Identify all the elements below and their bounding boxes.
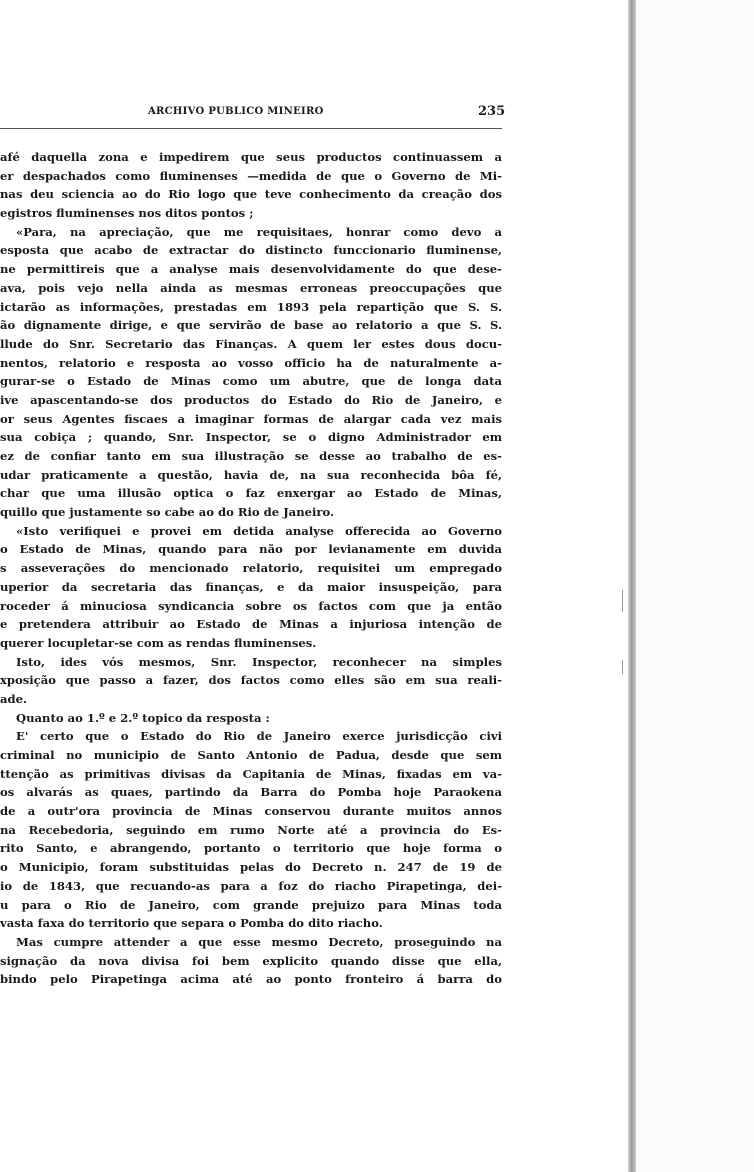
text-line: sua cobiça ; quando, Snr. Inspector, se o digno Administrador em xyxy=(0,430,502,445)
text-line: er despachados como fluminenses —medida de que o Governo de Mi- xyxy=(0,168,502,183)
text-line: xposição que passo a fazer, dos factos como elles são em sua reali- xyxy=(0,673,502,688)
text-line: bindo pelo Pirapetinga acima até ao ponto fronteiro á barra do xyxy=(0,972,502,987)
adjacent-page-margin xyxy=(636,0,754,1172)
text-line: na Recebedoria, seguindo em rumo Norte até a provincia do Es- xyxy=(0,822,502,837)
text-line: gurar-se o Estado de Minas como um abutre, que de longa data xyxy=(0,374,502,389)
text-line: «Isto verifiquei e provei em detida analyse offerecida ao Governo xyxy=(16,523,502,538)
text-line: or seus Agentes fiscaes a imaginar formas de alargar cada vez mais xyxy=(0,411,502,426)
text-line: ictarão as informações, prestadas em 1893 pela repartição que S. S. xyxy=(0,299,502,314)
text-line: egistros fluminenses nos ditos pontos ; xyxy=(0,206,254,221)
text-line: esposta que acabo de extractar do distincto funccionario fluminense, xyxy=(0,243,502,258)
text-line: de a outr'ora provincia de Minas conservou durante muitos annos xyxy=(0,804,502,819)
text-line: ão dignamente dirige, e que servirão de base ao relatorio a que S. S. xyxy=(0,318,502,333)
text-line: nas deu sciencia ao do Rio logo que teve conhecimento da creação dos xyxy=(0,187,502,202)
text-line: querer locupletar-se com as rendas fluminenses. xyxy=(0,635,317,650)
text-line: nentos, relatorio e resposta ao vosso officio ha de naturalmente a- xyxy=(0,355,502,370)
text-line: ez de confiar tanto em sua illustração se desse ao trabalho de es- xyxy=(0,449,502,463)
text-line: os alvarás as quaes, partindo da Barra do Pomba hoje Paraokena xyxy=(0,785,502,800)
text-line: rito Santo, e abrangendo, portanto o territorio que hoje forma o xyxy=(0,841,502,856)
text-line: vasta faxa do territorio que separa o Pomba do dito riacho. xyxy=(0,916,383,931)
text-line: ne permittireis que a analyse mais desenvolvidamente do que dese- xyxy=(0,262,502,277)
text-line: s asseverações do mencionado relatorio, requisitei um empregado xyxy=(0,561,502,576)
running-title: ARCHIVO PUBLICO MINEIRO xyxy=(148,106,324,117)
text-line: llude do Snr. Secretario das Finanças. A quem ler estes dous docu- xyxy=(0,336,502,351)
text-line: afé daquella zona e impedirem que seus productos continuassem a xyxy=(0,150,502,164)
text-line: criminal no municipio de Santo Antonio de Padua, desde que sem xyxy=(0,748,502,762)
text-line: E' certo que o Estado do Rio de Janeiro exerce jurisdicção civi xyxy=(16,729,502,744)
text-line: Quanto ao 1.º e 2.º topico da resposta : xyxy=(16,710,270,725)
text-line: char que uma illusão optica o faz enxergar ao Estado de Minas, xyxy=(0,486,502,501)
text-line: o Estado de Minas, quando para não por levianamente em duvida xyxy=(0,542,502,557)
header-rule xyxy=(0,128,502,129)
text-line: Isto, ides vós mesmos, Snr. Inspector, reconhecer na simples xyxy=(16,654,502,669)
text-line: io de 1843, que recuando-as para a foz do riacho Pirapetinga, dei- xyxy=(0,878,502,893)
page-header xyxy=(0,104,510,124)
text-line: ade. xyxy=(0,691,28,706)
text-line: Mas cumpre attender a que esse mesmo Decreto, proseguindo na xyxy=(16,934,502,949)
text-line: «Para, na apreciação, que me requisitaes, honrar como devo a xyxy=(16,224,502,239)
text-line: ive apascentando-se dos productos do Estado do Rio de Janeiro, e xyxy=(0,392,502,407)
text-line: roceder á minuciosa syndicancia sobre os factos com que ja então xyxy=(0,598,502,613)
text-line: quillo que justamente so cabe ao do Rio de Janeiro. xyxy=(0,505,335,520)
page-number: 235 xyxy=(478,104,506,119)
margin-mark xyxy=(622,660,623,674)
text-line: ava, pois vejo nella ainda as mesmas erroneas preoccupações que xyxy=(0,280,502,295)
text-line: ttenção as primitivas divisas da Capitania de Minas, fixadas em va- xyxy=(0,766,502,781)
text-line: o Municipio, foram substituidas pelas do Decreto n. 247 de 19 de xyxy=(0,860,502,875)
text-line: signação da nova divisa foi bem explicito quando disse que ella, xyxy=(0,953,502,968)
text-line: udar praticamente a questão, havia de, na sua reconhecida bôa fé, xyxy=(0,467,502,482)
margin-marks xyxy=(622,590,624,690)
margin-mark xyxy=(622,590,623,612)
text-line: e pretendera attribuir ao Estado de Minas a injuriosa intenção de xyxy=(0,617,502,632)
body-text xyxy=(0,148,502,989)
book-gutter-shadow xyxy=(628,0,636,1172)
text-line: u para o Rio de Janeiro, com grande prejuizo para Minas toda xyxy=(0,897,502,912)
text-line: uperior da secretaria das finanças, e da maior insuspeição, para xyxy=(0,579,502,594)
